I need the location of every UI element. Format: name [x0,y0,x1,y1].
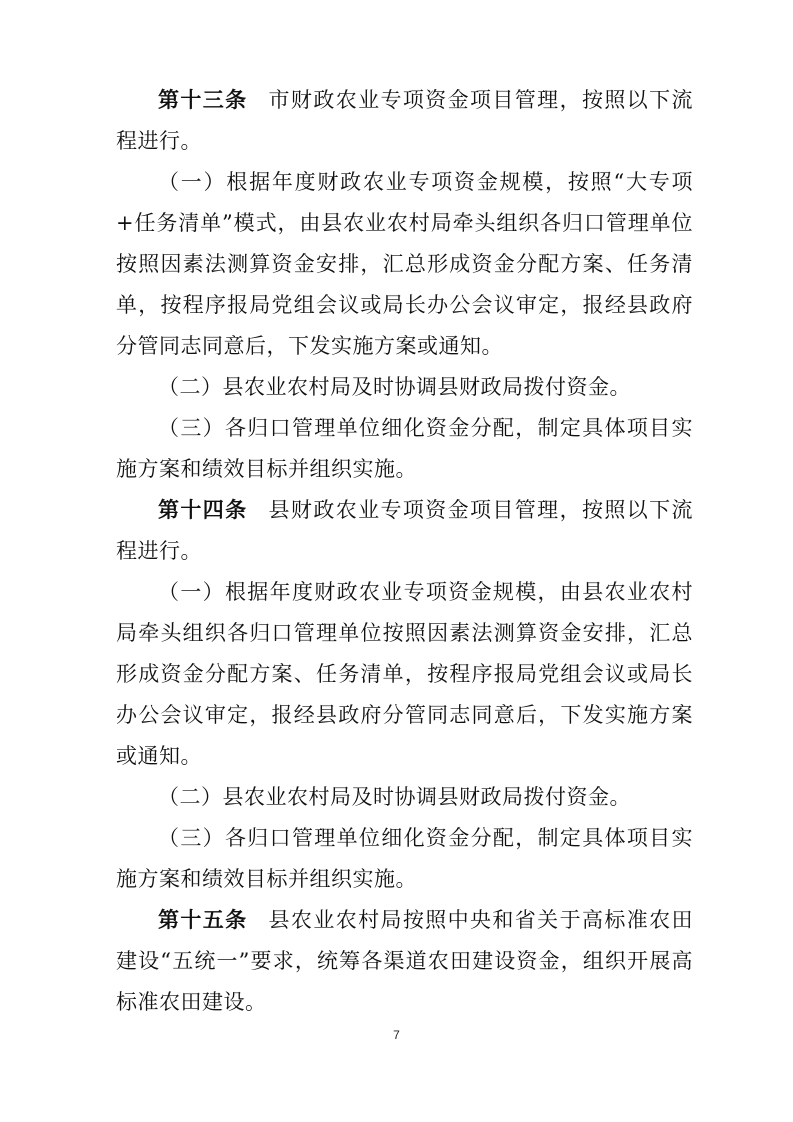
paragraph-14-item-3 [116,818,693,900]
paragraph-text: （一）根据年度财政农业专项资金规模，按照“大专项+任务清单”模式，由县农业农村局牵头组织各归口管理单位按照因素法测算资金安排，汇总形成资金分配方案、任务清单，按程序报局党组会议或局长办公会议审定，报经县政府分管同志同意后，下发实施方案或通知。 [116,170,693,358]
paragraph-text: 市财政农业专项资金项目管理，按照以下流程进行。 [116,88,693,153]
article-number: 第十三条 [158,88,248,112]
article-number: 第十四条 [158,498,248,522]
paragraph-text: 县财政农业专项资金项目管理，按照以下流程进行。 [116,498,693,563]
paragraph-article-14 [116,490,693,572]
paragraph-14-item-1 [116,572,693,777]
paragraph-text: （一）根据年度财政农业专项资金规模，由县农业农村局牵头组织各归口管理单位按照因素法测算资金安排，汇总形成资金分配方案、任务清单，按程序报局党组会议或局长办公会议审定，报经县政府分管同志同意后，下发实施方案或通知。 [116,580,693,768]
paragraph-13-item-1 [116,162,693,367]
paragraph-text: （三）各归口管理单位细化资金分配，制定具体项目实施方案和绩效目标并组织实施。 [116,416,693,481]
page-number: 7 [393,1028,400,1042]
paragraph-article-13 [116,80,693,162]
article-number: 第十五条 [158,908,248,932]
paragraph-text: 县农业农村局按照中央和省关于高标准农田建设“五统一”要求，统筹各渠道农田建设资金，组织开展高标准农田建设。 [116,908,693,1014]
paragraph-13-item-3 [116,408,693,490]
paragraph-article-15 [116,900,693,1023]
paragraph-14-item-2 [116,777,693,818]
paragraph-text: （三）各归口管理单位细化资金分配，制定具体项目实施方案和绩效目标并组织实施。 [116,826,693,891]
paragraph-13-item-2 [116,367,693,408]
paragraph-text: （二）县农业农村局及时协调县财政局拨付资金。 [158,375,631,399]
paragraph-text: （二）县农业农村局及时协调县财政局拨付资金。 [158,785,631,809]
document-body [116,80,693,1023]
